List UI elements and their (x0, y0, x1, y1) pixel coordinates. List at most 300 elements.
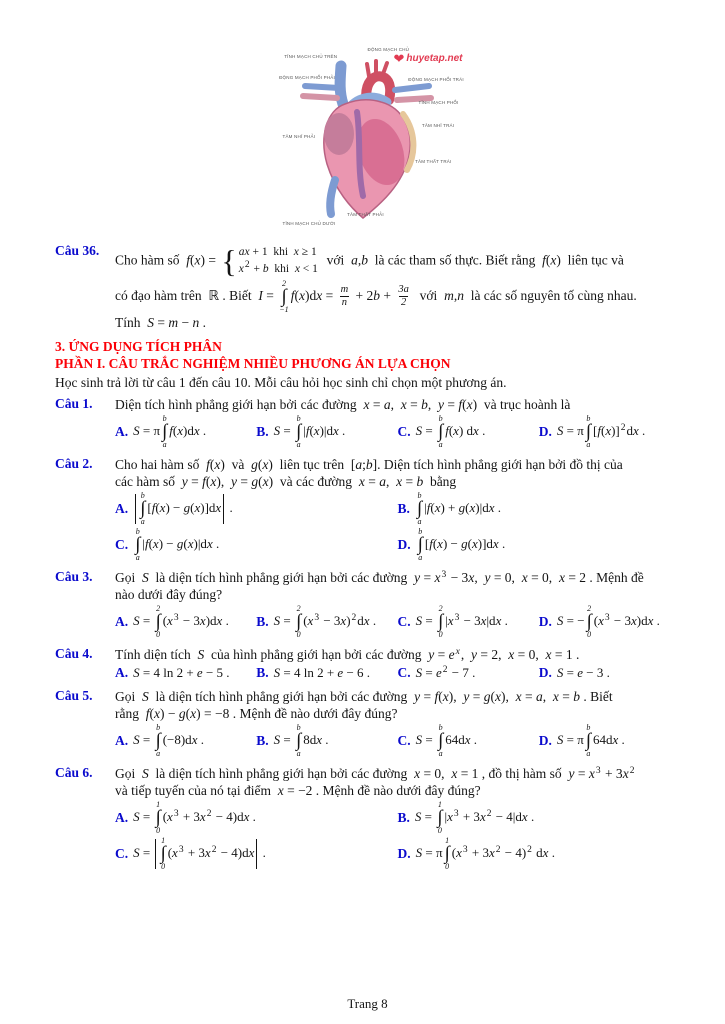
option-c (398, 724, 539, 758)
integral (296, 724, 301, 758)
math-text: + 3 (601, 765, 623, 781)
math-text: ( (155, 499, 160, 515)
integral-lower-limit: 0 (437, 825, 442, 835)
math-text: ( (451, 844, 457, 860)
math-text: (−8)d (162, 731, 192, 747)
math-text: Gọi (115, 569, 142, 585)
superscript: 2 (495, 844, 501, 855)
question-label: Câu 6. (55, 764, 93, 780)
figure-label: TĨNH MẠCH PHỔI (418, 100, 459, 106)
math-var: x (167, 612, 173, 628)
math-var: x (214, 456, 221, 472)
math-text: [ (593, 422, 598, 438)
math-text: = (422, 731, 436, 747)
math-text: + 3 (184, 844, 205, 860)
math-var: x (262, 456, 269, 472)
math-text: + (380, 287, 395, 303)
math-var: x (605, 422, 612, 438)
math-text: ) = (200, 252, 220, 268)
integral-sign: ∫ (586, 610, 592, 632)
math-text: là diện tích hình phẳng giới hạn bởi các đường (148, 688, 415, 704)
option-letter: D. (538, 664, 552, 680)
math-var: e (337, 664, 344, 680)
option-letter: C. (115, 845, 129, 861)
math-text: = (420, 688, 435, 704)
fraction (339, 284, 351, 309)
math-text: có đạo hàm trên ℝ . Biết (115, 287, 259, 303)
math-var: S (133, 808, 140, 824)
math-var: x (437, 535, 443, 551)
integral-sign: ∫ (281, 285, 287, 307)
integral-lower-limit: a (586, 748, 591, 758)
math-text: = (402, 473, 417, 489)
math-text: = (521, 688, 536, 704)
integral (438, 724, 443, 758)
math-var: x (469, 499, 476, 515)
question-text (115, 783, 680, 799)
math-text: = − (563, 612, 585, 628)
integral-sign: ∫ (585, 729, 591, 751)
option-formula (133, 801, 256, 835)
option-formula (416, 528, 506, 562)
math-text: . (212, 535, 220, 551)
math-text: = 2 . Mệnh đề (564, 569, 644, 585)
superscript: 3 (454, 612, 460, 623)
math-var: g (176, 535, 184, 551)
math-text: ( (149, 705, 155, 721)
math-var: S (133, 422, 140, 438)
superscript: 3 (314, 612, 320, 623)
math-text: và tiếp tuyến của nó tại điểm (115, 782, 278, 798)
option-d (539, 724, 680, 758)
integral-upper-limit: b (586, 413, 591, 423)
math-text: và trục hoành là (477, 396, 571, 412)
watermark-text: huyetap.net (406, 53, 463, 64)
math-var: x (647, 612, 654, 628)
option-formula (133, 492, 233, 526)
math-text: d (626, 422, 634, 438)
math-var: x (400, 396, 407, 412)
math-text: )|d (193, 535, 207, 551)
integral-lower-limit: 0 (156, 825, 161, 835)
math-var: b (416, 473, 424, 489)
integral-upper-limit: 1 (161, 835, 166, 845)
page-number: Trang 8 (347, 996, 388, 1011)
math-var: y (471, 646, 478, 662)
math-var: x (194, 252, 201, 268)
option-letter: A. (115, 500, 129, 516)
option-letter: D. (397, 536, 411, 552)
integral-upper-limit: 2 (281, 278, 286, 288)
math-var: x (545, 646, 552, 662)
math-text: = (421, 808, 436, 824)
option-letter: B. (256, 664, 269, 680)
math-text: . (470, 731, 477, 747)
superscript: 2 (206, 808, 212, 819)
figure-label: TÂM THẤT PHẢI (347, 212, 384, 218)
math-var: e (435, 664, 442, 680)
superscript: 3 (173, 808, 179, 819)
math-var: S (133, 731, 140, 747)
math-text: . (478, 422, 486, 438)
integral-upper-limit: 1 (156, 799, 161, 809)
math-var: S (273, 664, 281, 680)
integral-upper-limit: 1 (437, 799, 442, 809)
math-text: ; (362, 456, 366, 472)
math-text: − 7 . (448, 664, 476, 680)
math-text: . (222, 612, 229, 628)
math-text: | (142, 535, 145, 551)
math-var: x (199, 808, 206, 824)
math-text: = (558, 688, 574, 704)
math-text: và (224, 456, 252, 472)
question-3 (55, 569, 680, 641)
question-text (115, 689, 680, 705)
math-text: ( (185, 705, 191, 721)
fraction (396, 284, 411, 309)
option-formula (416, 837, 555, 871)
math-var: b (361, 252, 368, 268)
integral-sign: ∫ (155, 610, 161, 632)
math-var: x (471, 535, 478, 551)
math-text: ( (167, 844, 173, 860)
option-c (398, 605, 539, 639)
math-var: x (187, 535, 194, 551)
math-text: . (548, 844, 555, 860)
integral-sign: ∫ (585, 420, 591, 442)
math-var: x (558, 569, 565, 585)
superscript: 3 (453, 808, 459, 819)
integral-lower-limit: a (156, 748, 161, 758)
math-text: ≥ 1 (298, 246, 317, 258)
math-var: S (147, 314, 154, 330)
math-text: )d (205, 612, 217, 628)
math-text: = (563, 664, 578, 680)
math-var: f (434, 688, 439, 704)
math-text: ( (545, 252, 551, 268)
math-var: x (456, 844, 462, 860)
math-text: | (445, 612, 448, 628)
math-text: Tính diện tích (115, 646, 198, 662)
integral-upper-limit: b (162, 413, 167, 423)
math-var: S (197, 646, 205, 662)
integral (155, 605, 160, 639)
math-text: . (618, 731, 625, 747)
option-formula (416, 605, 508, 639)
math-var: b (373, 287, 381, 303)
math-text: ) − (158, 535, 177, 551)
option-a (115, 724, 256, 758)
math-var: f (144, 535, 149, 551)
integral (418, 528, 423, 562)
option-letter: B. (397, 809, 410, 825)
figure-label: TÂM NHĨ TRÁI (421, 123, 455, 129)
options-row (115, 724, 680, 758)
option-letter: A. (115, 664, 129, 680)
math-text: |d (486, 612, 496, 628)
question-label: Câu 4. (55, 645, 93, 661)
option-formula (274, 724, 329, 758)
math-text: ( (432, 535, 438, 551)
math-var: f (290, 287, 295, 303)
math-var: g (483, 688, 491, 704)
integral-upper-limit: 2 (296, 603, 301, 613)
integral (296, 415, 301, 449)
instructions-text: Học sinh trả lời từ câu 1 đến câu 10. Mỗi câu hỏi học sinh chỉ chọn một phương án. (55, 374, 507, 390)
math-var: x (159, 499, 166, 515)
math-text: ( (148, 535, 153, 551)
integral-upper-limit: b (418, 526, 423, 536)
math-text: = 1 , đồ thị hàm số (457, 765, 569, 781)
options-row (115, 492, 680, 526)
integral (437, 801, 442, 835)
math-var: x (316, 287, 323, 303)
option-letter: B. (397, 500, 410, 516)
math-text: . Biết (579, 688, 613, 704)
math-var: x (172, 844, 178, 860)
absolute-value-bar (223, 494, 224, 524)
math-var: x (488, 844, 495, 860)
math-var: x (451, 765, 458, 781)
math-var: S (273, 422, 281, 438)
math-text: ]. (372, 456, 381, 472)
math-text: ( (258, 473, 263, 489)
math-var: S (414, 808, 422, 824)
math-text: ) (268, 473, 274, 489)
math-var: x (508, 646, 515, 662)
math-text: = (434, 646, 449, 662)
math-text: = (187, 473, 203, 489)
math-text: = 2, (477, 646, 509, 662)
option-formula (557, 665, 610, 681)
superscript: 2 (629, 765, 635, 776)
math-text: | (424, 499, 427, 515)
math-text: d (357, 612, 364, 628)
option-d (398, 837, 681, 871)
integral-upper-limit: 2 (438, 603, 443, 613)
math-var: g (461, 535, 468, 551)
option-formula (415, 492, 501, 526)
math-var: x (190, 705, 197, 721)
math-var: f (305, 422, 310, 438)
integral-upper-limit: b (438, 722, 443, 732)
math-text: ) − (160, 705, 179, 721)
option-b (256, 665, 397, 681)
question-body (115, 243, 680, 332)
superscript: 3 (173, 612, 179, 623)
math-text: , (390, 396, 401, 412)
math-text: = (422, 422, 436, 438)
math-text: = 4 ln 2 + (280, 664, 338, 680)
math-text: = 1 . (551, 646, 580, 662)
math-var: f (202, 473, 206, 489)
option-letter: C. (397, 664, 411, 680)
integral (417, 492, 422, 526)
math-var: x (521, 808, 528, 824)
option-letter: C. (397, 423, 411, 439)
option-letter: A. (115, 423, 129, 439)
math-var: e (577, 664, 583, 680)
math-var: S (142, 688, 149, 704)
absolute-value-bar (155, 839, 156, 869)
integral (586, 724, 591, 758)
math-text: . (501, 612, 508, 628)
math-text: )]d (200, 499, 216, 515)
integral (160, 837, 165, 871)
math-text: . (653, 612, 660, 628)
question-6 (55, 765, 680, 873)
math-var: x (248, 844, 255, 860)
integral-lower-limit: 0 (161, 861, 166, 871)
math-var: x (316, 731, 322, 747)
integral-sign: ∫ (437, 420, 444, 442)
math-text: . (199, 422, 207, 438)
math-text: = 0, (514, 646, 546, 662)
math-var: S (556, 612, 564, 628)
math-var: x (210, 473, 217, 489)
options-row (115, 605, 680, 639)
math-text: 8d (303, 731, 317, 747)
math-text: ( (448, 422, 454, 438)
integral-upper-limit: b (296, 413, 301, 423)
fraction-numerator: m (340, 283, 349, 295)
option-letter: A. (115, 732, 129, 748)
integral-sign: ∫ (295, 420, 302, 442)
math-text: + 3 (459, 808, 480, 824)
superscript: 2 (486, 808, 492, 819)
integral-sign: ∫ (135, 533, 141, 555)
math-var: x (622, 765, 629, 781)
math-var: y (414, 569, 421, 585)
math-var: n (457, 287, 464, 303)
question-body (115, 765, 680, 873)
option-formula (133, 837, 266, 871)
math-text: . (369, 612, 377, 628)
math-text: = (406, 396, 422, 412)
math-text: − 4|d (492, 808, 522, 824)
math-var: y (463, 688, 470, 704)
math-text: ( (600, 422, 606, 438)
question-label: Câu 36. (55, 243, 100, 258)
fraction-denominator: 2 (401, 297, 407, 309)
math-text: = (139, 808, 154, 824)
math-var: y (437, 396, 444, 412)
math-var: x (447, 612, 454, 628)
option-d (539, 665, 680, 681)
options-row (115, 801, 680, 835)
integral-sign: ∫ (155, 806, 161, 828)
options-row (115, 665, 680, 681)
math-text: Diện tích hình phẳng giới hạn bởi đồ thị của (380, 456, 623, 472)
math-text: = (369, 396, 384, 412)
option-formula (557, 724, 625, 758)
math-text: ), (500, 688, 516, 704)
math-var: S (133, 664, 140, 680)
question-text (115, 457, 680, 473)
math-var: n (192, 314, 200, 330)
option-b (256, 724, 397, 758)
math-text: = 4 ln 2 + (139, 664, 197, 680)
option-formula (416, 665, 476, 681)
superscript: 3 (178, 844, 184, 855)
integral (162, 415, 167, 449)
math-text: + (250, 263, 263, 276)
math-text: [ (147, 499, 152, 515)
math-var: x (313, 422, 320, 438)
integral-sign: ∫ (444, 842, 450, 864)
option-c (115, 837, 398, 871)
math-text: [ (424, 535, 430, 551)
math-text: của hình phẳng giới hạn bởi các đường (204, 646, 429, 662)
math-text: ( (209, 456, 215, 472)
math-text: ( (172, 422, 178, 438)
superscript: 3 (604, 612, 610, 623)
math-var: x (340, 612, 347, 628)
options-row (115, 837, 680, 871)
math-text: + 3 (468, 844, 489, 860)
math-var: x (492, 535, 499, 551)
math-text: )|d (319, 422, 333, 438)
math-var: S (415, 664, 423, 680)
integral (279, 280, 288, 314)
math-text: là diện tích hình phẳng giới hạn bởi các đường (148, 569, 415, 585)
math-var: x (453, 422, 459, 438)
math-text: ) = −8 . Mệnh đề nào dưới đây đúng? (196, 705, 398, 721)
math-var: a (383, 396, 391, 412)
option-letter: C. (115, 536, 129, 552)
integral-sign: ∫ (295, 729, 302, 751)
math-text: với (412, 287, 445, 303)
integral-upper-limit: 2 (156, 603, 161, 613)
math-var: x (521, 569, 528, 585)
math-var: x (434, 569, 441, 585)
superscript: 2 (244, 260, 250, 271)
math-text: = 0, (420, 765, 452, 781)
figure-label: ĐỘNG MẠCH CHỦ (367, 46, 410, 52)
math-var: x (494, 688, 501, 704)
math-text: − 4)d (212, 808, 244, 824)
math-var: x (550, 252, 557, 268)
math-text: là các số nguyên tố cùng nhau. (463, 287, 637, 303)
math-text: ) + (440, 499, 459, 515)
option-formula (133, 724, 204, 758)
math-text: )d (636, 612, 648, 628)
option-a (115, 415, 256, 449)
integral-sign: ∫ (295, 610, 302, 632)
question-text (115, 766, 680, 782)
math-var: x (468, 569, 475, 585)
question-text (115, 474, 680, 490)
math-text: = (364, 473, 380, 489)
math-var: b (421, 396, 428, 412)
integral-lower-limit: a (140, 516, 145, 526)
question-1 (55, 396, 680, 451)
math-text: = (422, 664, 436, 680)
integral-lower-limit: 0 (445, 861, 450, 871)
math-var: x (588, 765, 595, 781)
option-d (398, 528, 681, 562)
options-row (115, 528, 680, 562)
math-var: x (479, 808, 486, 824)
math-text: ) (556, 252, 561, 268)
math-var: x (598, 612, 604, 628)
integral-upper-limit: b (140, 490, 145, 500)
option-formula (557, 415, 645, 449)
question-body (115, 569, 680, 641)
math-var: x (488, 499, 495, 515)
math-text: nào dưới đây đúng? (115, 586, 223, 602)
math-text: = 0, (490, 569, 522, 585)
